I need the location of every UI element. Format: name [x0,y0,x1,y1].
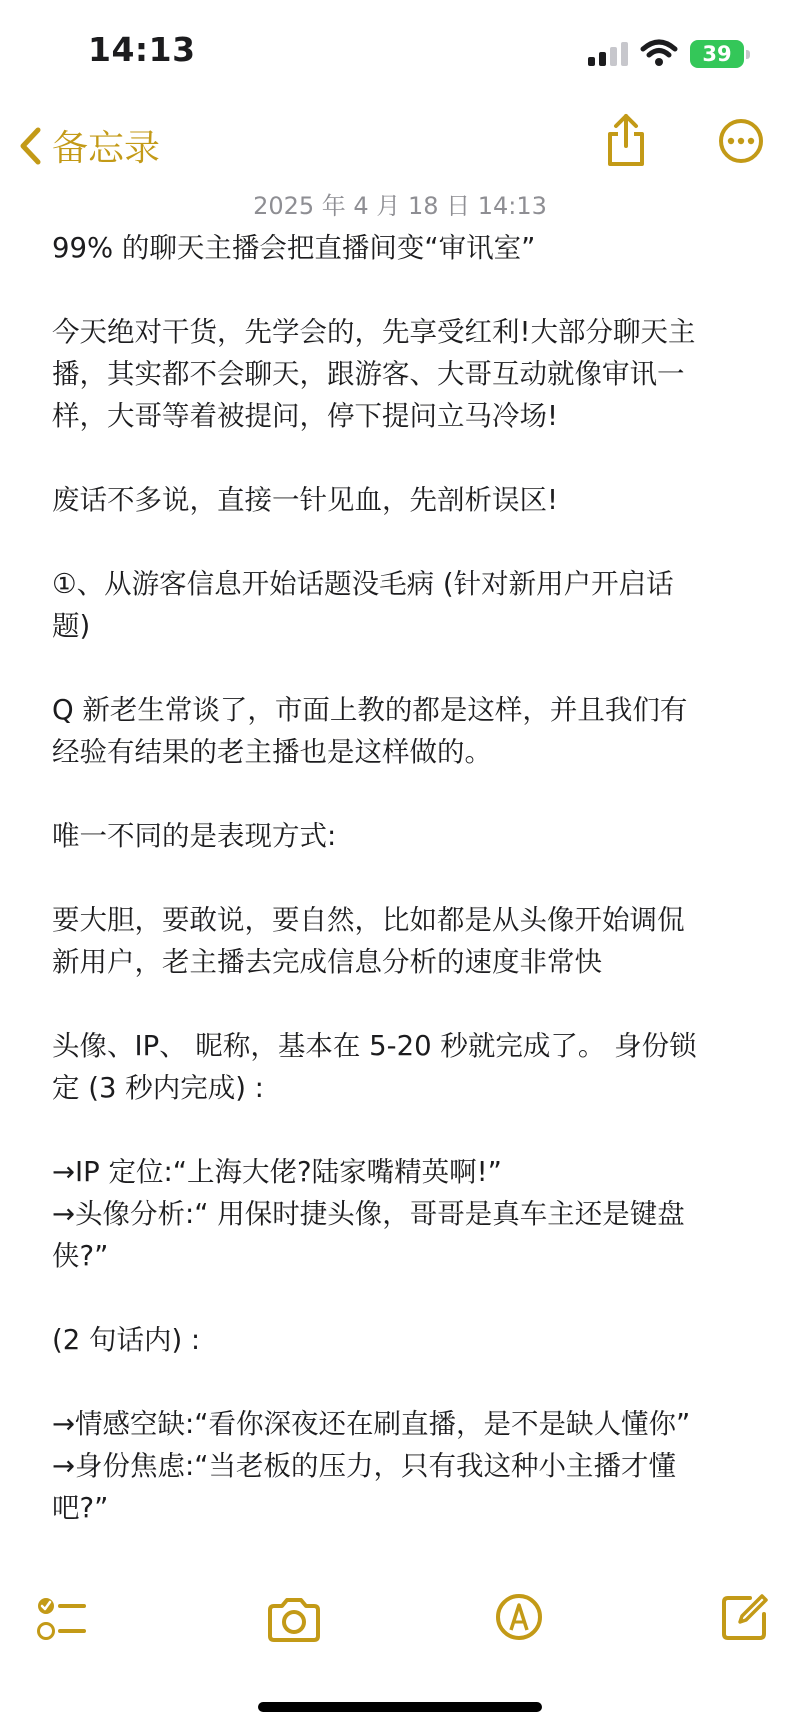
note-line: 样，大哥等着被提问，停下提问立马冷场! [52,400,559,432]
ellipsis-circle-icon[interactable] [718,118,764,164]
note-blank-line [52,773,752,815]
bottom-toolbar [0,1580,800,1660]
note-date: 2025 年 4 月 18 日 14:13 [253,192,547,220]
note-line: →身份焦虑:“当老板的压力，只有我这种小主播才懂 [52,1450,677,1482]
note-line: 唯一不同的是表现方式: [52,820,337,852]
note-line: 废话不多说，直接一针见血，先剖析误区! [52,484,559,516]
note-blank-line [52,1361,752,1403]
status-time: 14:13 [88,30,196,69]
note-line: 侠?” [52,1240,109,1272]
note-line: →情感空缺:“看你深夜还在刷直播，是不是缺人懂你” [52,1408,691,1440]
status-bar [0,0,800,100]
note-line: →头像分析:“ 用保时捷头像，哥哥是真车主还是键盘 [52,1198,685,1230]
note-blank-line [52,269,752,311]
share-icon[interactable] [604,112,648,168]
checklist-icon[interactable] [36,1594,88,1644]
note-blank-line [52,521,752,563]
note-line: 头像、IP、 昵称，基本在 5-20 秒就完成了。 身份锁 [52,1030,697,1062]
note-line: 99% 的聊天主播会把直播间变“审讯室” [52,232,536,264]
note-blank-line [52,647,752,689]
nav-bar [0,100,800,190]
note-line: 播，其实都不会聊天，跟游客、大哥互动就像审讯一 [52,358,685,390]
wifi-icon [640,38,678,68]
battery-level: 39 [702,42,732,66]
note-blank-line [52,1109,752,1151]
note-line: Q 新老生常谈了，市面上教的都是这样，并且我们有 [52,694,688,726]
home-indicator [258,1702,542,1712]
note-line: (2 句话内) : [52,1324,201,1356]
note-blank-line [52,1277,752,1319]
back-button[interactable] [18,120,160,171]
note-blank-line [52,437,752,479]
note-line: 经验有结果的老主播也是这样做的。 [52,736,492,768]
note-line: 定 (3 秒内完成) : [52,1072,264,1104]
note-line: 题) [52,610,91,642]
markup-pen-icon[interactable] [494,1592,544,1642]
note-line: 新用户，老主播去完成信息分析的速度非常快 [52,946,602,978]
cellular-signal-icon [588,42,630,66]
chevron-left-icon [18,126,42,166]
back-button-label: 备忘录 [52,128,161,169]
note-blank-line [52,983,752,1025]
note-line: 今天绝对干货，先学会的，先享受红利!大部分聊天主 [52,316,696,348]
note-body[interactable] [52,227,752,1529]
battery-tip [746,50,750,59]
compose-icon[interactable] [720,1592,770,1642]
note-line: →IP 定位:“上海大佬?陆家嘴精英啊!” [52,1156,502,1188]
battery-indicator [690,40,744,68]
note-line: 吧?” [52,1492,109,1524]
camera-icon[interactable] [266,1598,322,1642]
note-blank-line [52,857,752,899]
note-line: 要大胆，要敢说，要自然，比如都是从头像开始调侃 [52,904,685,936]
note-line: ①、从游客信息开始话题没毛病 (针对新用户开启话 [52,568,674,600]
